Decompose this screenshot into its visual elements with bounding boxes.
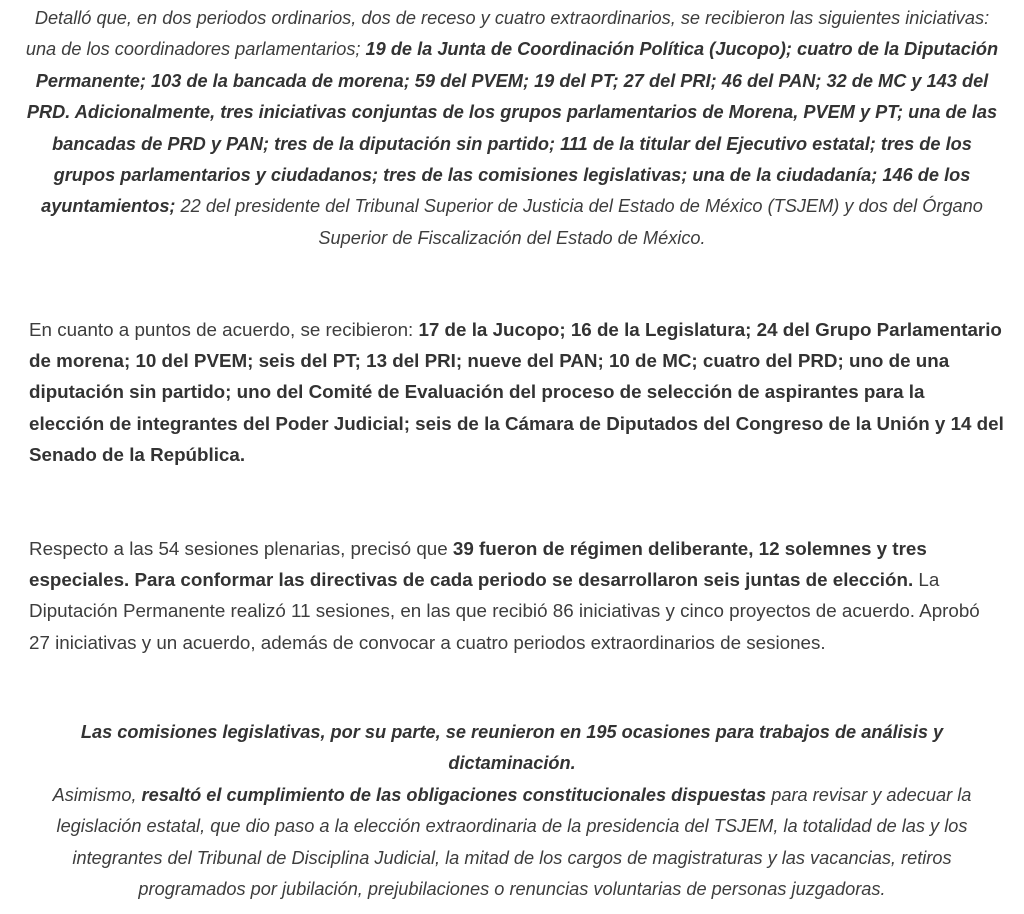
paragraph-initiatives — [22, 3, 1002, 254]
paragraph-sessions-highlight: 39 fueron de régimen deliberante, 12 solemnes y tres especiales. Para conformar las directivas de cada periodo se desarrollaron seis juntas de elección. — [29, 538, 927, 591]
paragraph-commissions-intro: Asimismo, — [52, 784, 142, 805]
paragraph-sessions-intro: Respecto a las 54 sesiones plenarias, precisó que — [29, 538, 453, 559]
paragraph-commissions-heading: Las comisiones legislativas, por su parte, se reunieron en 195 ocasiones para trabajos de análisis y dictaminación. — [80, 722, 944, 774]
paragraph-commissions-highlight: resaltó el cumplimiento de las obligaciones constitucionales dispuestas — [141, 784, 767, 805]
paragraph-initiatives-highlight: 19 de la Junta de Coordinación Política (Jucopo); cuatro de la Diputación Permanente; 103 de la bancada de morena; 59 del PVEM; 19 del PT; 27 del PRI; 46 del PAN; 32 de MC y 143 del PRD. Adicionalmente, tres iniciativas conjuntas de los grupos parlamentarios de Morena, PVEM y PT; una de las bancadas de PRD y PAN; tres de la diputación sin partido; 111 de la titular del Ejecutivo estatal; tres de los grupos parlamentarios y ciudadanos; tres de las comisiones legislativas; una de la ciudadanía; 146 de los ayuntamientos; — [26, 39, 999, 217]
paragraph-commissions — [22, 717, 1002, 905]
paragraph-sessions — [29, 533, 1004, 658]
paragraph-commissions-outro: para revisar y adecuar la legislación estatal, que dio paso a la elección extraordinaria de la presidencia del TSJEM, la totalidad de las y los integrantes del Tribunal de Disciplina Judicial, la mitad de los cargos de magistraturas y las vacancias, retiros programados por jubilación, prejubilaciones o renuncias voluntarias de personas juzgadoras. — [56, 784, 972, 900]
paragraph-agreements — [29, 314, 1004, 470]
paragraph-agreements-intro: En cuanto a puntos de acuerdo, se recibieron: — [29, 319, 419, 340]
paragraph-agreements-highlight: 17 de la Jucopo; 16 de la Legislatura; 24 del Grupo Parlamentario de morena; 10 del PVEM; seis del PT; 13 del PRI; nueve del PAN; 10 de MC; cuatro del PRD; uno de una diputación sin partido; uno del Comité de Evaluación del proceso de selección de aspirantes para la elección de integrantes del Poder Judicial; seis de la Cámara de Diputados del Congreso de la Unión y 14 del Senado de la República. — [29, 319, 1004, 465]
paragraph-sessions-outro: La Diputación Permanente realizó 11 sesiones, en las que recibió 86 iniciativas y cinco proyectos de acuerdo. Aprobó 27 iniciativas y un acuerdo, además de convocar a cuatro periodos extraordinarios de sesiones. — [29, 569, 980, 653]
paragraph-initiatives-intro: Detalló que, en dos periodos ordinarios, dos de receso y cuatro extraordinarios, se recibieron las siguientes iniciativas: una de los coordinadores parlamentarios; — [25, 8, 990, 60]
paragraph-initiatives-outro: 22 del presidente del Tribunal Superior de Justicia del Estado de México (TSJEM) y dos del Órgano Superior de Fiscalización del Estado de México. — [175, 196, 983, 248]
